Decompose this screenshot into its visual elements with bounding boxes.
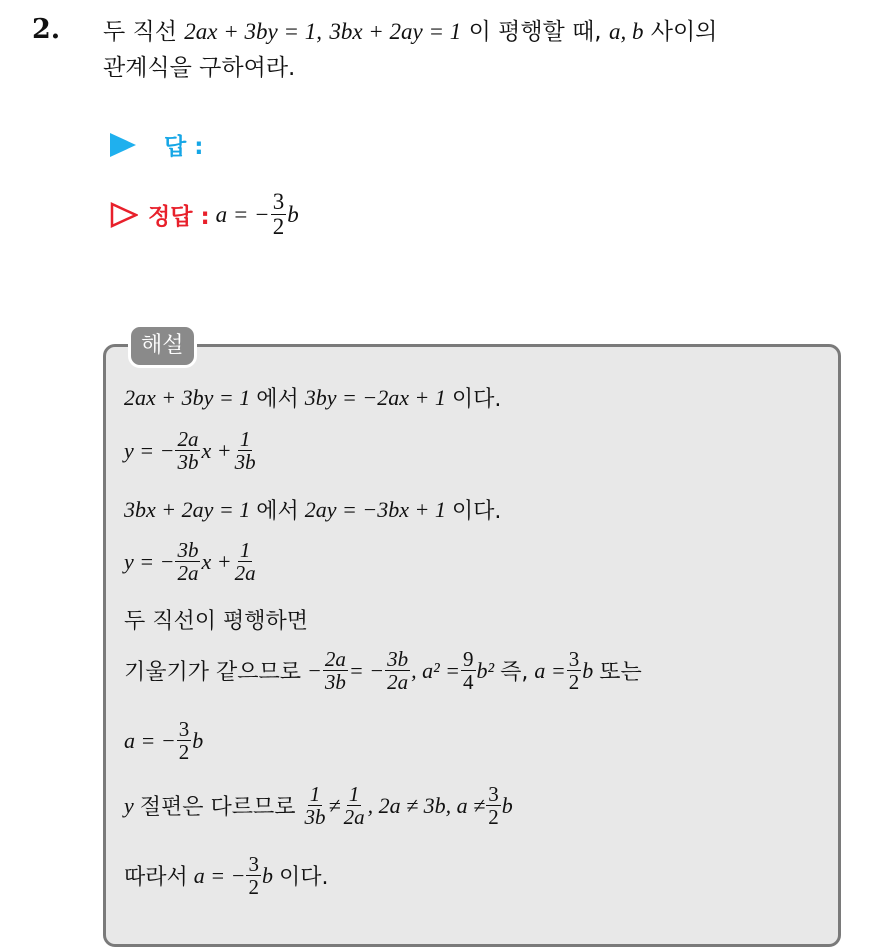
eq: x + <box>201 437 232 463</box>
text: 이다. <box>451 499 502 524</box>
eq: , a² = <box>411 657 461 683</box>
numerator: 3b <box>177 538 199 562</box>
eq: x + <box>201 548 232 574</box>
text: 에서 <box>256 499 299 524</box>
outline-triangle-icon <box>110 202 138 228</box>
numerator: 1 <box>239 538 251 562</box>
eq: a = <box>534 657 566 683</box>
fraction <box>486 783 501 828</box>
fraction <box>175 428 200 473</box>
numerator: 3 <box>568 647 580 671</box>
explanation-tab: 해설 <box>128 324 197 368</box>
denominator: 2 <box>178 740 190 765</box>
denominator: 3b <box>177 450 199 475</box>
fraction <box>385 648 410 693</box>
problem-text-mid: 이 평행할 때, <box>468 19 602 45</box>
answer-row <box>110 128 203 161</box>
eq: − <box>307 657 322 683</box>
denominator: 2 <box>248 875 259 900</box>
explanation-line-2 <box>124 428 259 473</box>
numerator: 1 <box>348 782 360 806</box>
denominator: 2a <box>343 805 365 830</box>
denominator: 3b <box>324 670 346 695</box>
numerator: 3 <box>248 852 259 876</box>
answer-label: 답 : <box>164 134 204 160</box>
eq: = − <box>348 657 385 683</box>
problem-text-line2: 관계식을 구하여라. <box>103 55 296 81</box>
text: 이다. <box>278 865 329 891</box>
fraction <box>461 648 476 693</box>
eq: ≠ <box>328 792 341 818</box>
explanation-line-1 <box>124 382 501 413</box>
text: 기울기가 같으므로 <box>124 660 302 686</box>
equation-2: 3bx + 2ay = 1 <box>329 19 462 44</box>
solution-label: 정답 : <box>148 204 210 231</box>
eq: 3by = −2ax + 1 <box>304 384 446 410</box>
fraction <box>567 648 582 693</box>
text: 절편은 다르므로 <box>139 795 296 821</box>
solution-rhs: b <box>287 201 299 227</box>
eq: b <box>501 792 513 818</box>
problem-number: 2. <box>32 14 61 45</box>
play-triangle-icon <box>110 133 136 157</box>
eq: 2ax + 3by = 1 <box>124 384 251 410</box>
fraction <box>303 783 328 828</box>
fraction <box>177 718 192 763</box>
denominator: 2a <box>177 561 199 586</box>
eq: 3bx + 2ay = 1 <box>124 496 251 522</box>
text: 이다. <box>451 387 502 412</box>
numerator: 3 <box>178 717 190 741</box>
eq: y = − <box>124 548 175 574</box>
eq: a = − <box>124 727 176 753</box>
eq: a = − <box>193 862 246 888</box>
denominator: 3b <box>234 450 256 475</box>
denominator: 3b <box>304 805 326 830</box>
fraction <box>342 783 367 828</box>
numerator: 2a <box>324 647 346 671</box>
denominator: 2 <box>488 805 499 830</box>
denominator: 2a <box>234 561 256 586</box>
fraction <box>175 539 200 584</box>
fraction <box>233 539 258 584</box>
numerator: 2a <box>177 427 199 451</box>
explanation-line-8 <box>124 783 513 828</box>
numerator: 1 <box>309 782 321 806</box>
text: 즉, <box>500 660 529 686</box>
numerator: 1 <box>239 427 251 451</box>
equation-1: 2ax + 3by = 1, <box>184 19 322 44</box>
text: 에서 <box>256 387 299 412</box>
text: 따라서 <box>124 865 188 891</box>
denominator: 2 <box>568 670 580 695</box>
text: 또는 <box>599 660 642 686</box>
explanation-line-4 <box>124 539 259 584</box>
problem-text-suffix: 사이의 <box>650 19 718 45</box>
explanation-line-9 <box>124 853 328 898</box>
eq: , 2a ≠ 3b, a ≠ <box>367 792 486 818</box>
problem-vars: a, b <box>608 19 644 44</box>
solution-numerator: 3 <box>272 189 285 214</box>
solution-row <box>110 190 299 239</box>
eq: b <box>582 657 594 683</box>
denominator: 4 <box>463 670 474 695</box>
eq: b² <box>476 657 495 683</box>
fraction <box>246 853 261 898</box>
eq: y <box>124 792 134 818</box>
eq: b <box>192 727 204 753</box>
fraction <box>233 428 258 473</box>
denominator: 2a <box>387 670 409 695</box>
solution-denominator: 2 <box>272 214 285 240</box>
problem-statement <box>103 14 863 86</box>
eq: y = − <box>124 437 175 463</box>
solution-fraction <box>271 190 287 239</box>
numerator: 3 <box>488 782 499 806</box>
explanation-line-6 <box>124 648 642 693</box>
eq: 2ay = −3bx + 1 <box>304 496 446 522</box>
eq: b <box>261 862 273 888</box>
problem-text-prefix: 두 직선 <box>103 19 177 45</box>
numerator: 9 <box>463 647 474 671</box>
solution-lhs: a = − <box>215 201 270 227</box>
fraction <box>323 648 348 693</box>
explanation-line-7 <box>124 718 203 763</box>
numerator: 3b <box>387 647 409 671</box>
explanation-line-3 <box>124 494 501 525</box>
explanation-line-5: 두 직선이 평행하면 <box>124 609 309 634</box>
